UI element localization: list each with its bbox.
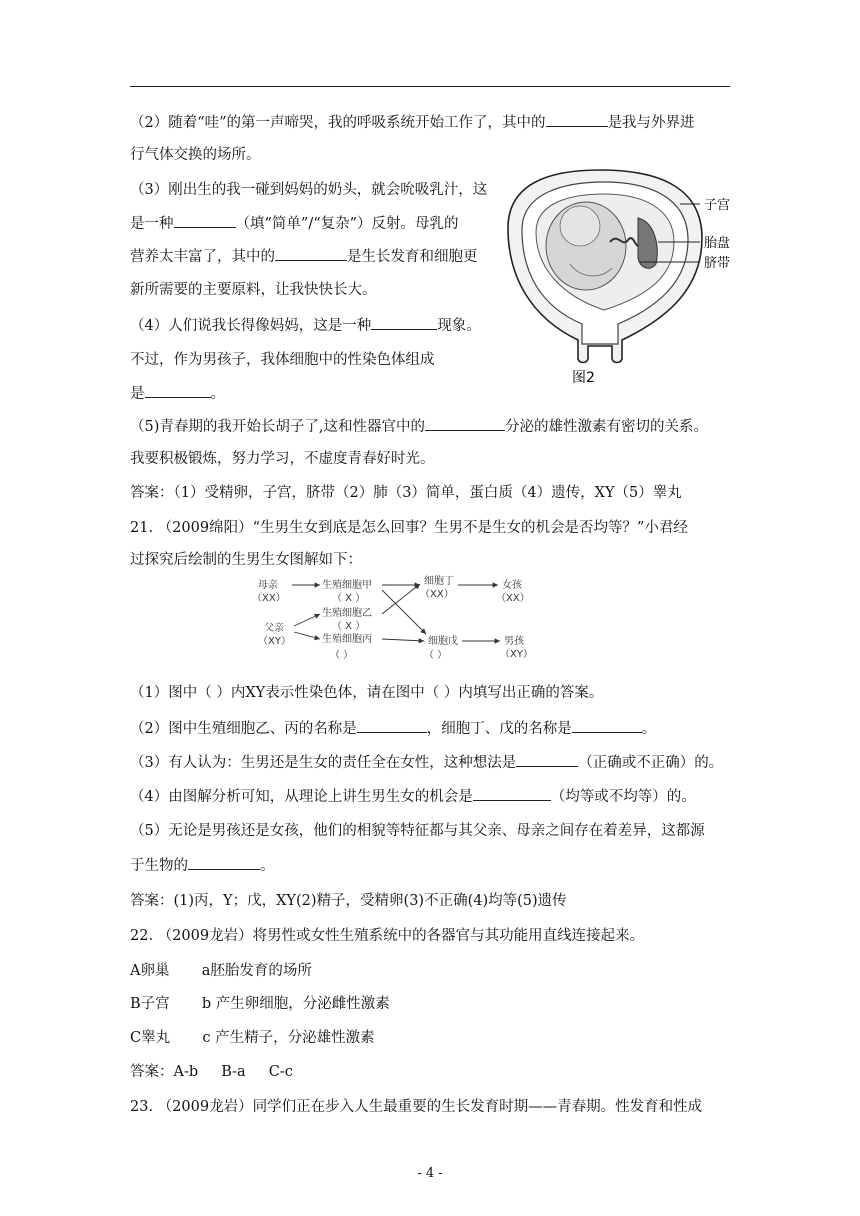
label-umbilical-cord: 脐带 — [704, 256, 730, 271]
q22-item-a: A卵巢 a胚胎发育的场所 — [130, 963, 312, 979]
answer-blank — [188, 855, 260, 870]
q20-part2-line2: 行气体交换的场所。 — [130, 147, 261, 163]
answer-blank — [275, 246, 347, 261]
q21-answer: 答案：(1)丙，Y；戊，XY(2)精子，受精卵(3)不正确(4)均等(5)遗传 — [130, 893, 567, 909]
arrow-father-yi — [294, 614, 320, 626]
uterus-figure — [500, 168, 730, 390]
q20-part5-line2: 我要积极锻炼，努力学习，不虚度青春好时光。 — [130, 451, 435, 467]
node-cell-wu: 细胞戊 — [428, 636, 458, 647]
node-cell-bing: 生殖细胞丙 — [322, 634, 372, 645]
arrow-father-bing — [294, 632, 320, 639]
answer-blank — [516, 752, 578, 767]
q21-stem-line2: 过探究后绘制的生男生女图解如下： — [130, 552, 362, 568]
node-cell-yi: 生殖细胞乙 — [322, 608, 372, 619]
answer-blank — [473, 786, 551, 801]
answer-blank — [546, 112, 608, 127]
node-cell-jia-x: （ X ） — [332, 593, 366, 604]
node-cell-yi-x: （ X ） — [332, 621, 366, 632]
q21-part5-line2: 于生物的 。 — [130, 855, 275, 876]
figure-caption: 图2 — [572, 370, 595, 386]
q21-part5-line1: （5）无论是男孩还是女孩，他们的相貌等特征都与其父亲、母亲之间存在着差异，这都源 — [130, 823, 705, 839]
q20-part3-line3: 营养太丰富了，其中的 是生长发育和细胞更 — [130, 246, 478, 267]
q21-part1: （1）图中（ ）内XY表示性染色体，请在图中（ ）内填写出正确的答案。 — [130, 685, 604, 701]
answer-blank — [425, 416, 505, 431]
q20-part3-line1: （3）刚出生的我一碰到妈妈的奶头，就会吮吸乳汁，这 — [130, 182, 488, 198]
answer-blank — [357, 718, 427, 733]
q20-part3-line4: 新所需要的主要原料，让我快快长大。 — [130, 282, 377, 298]
q21-stem-line1: 21. （2009绵阳）“生男生女到底是怎么回事？生男不是生女的机会是否均等？”小君经 — [130, 520, 688, 536]
q23-stem: 23. （2009龙岩）同学们正在步入人生最重要的生长发育时期——青春期。性发育和性成 — [130, 1099, 703, 1115]
sex-determination-diagram — [250, 574, 550, 666]
q20-part5-line1: （5)青春期的我开始长胡子了,这和性器官中的 分泌的雄性激素有密切的关系。 — [130, 416, 708, 437]
q20-part4-line3: 是 。 — [130, 383, 225, 404]
arrow-bing-wu — [382, 639, 424, 641]
node-mother: 母亲 — [258, 580, 278, 591]
node-cell-ding: 细胞丁 — [424, 576, 454, 587]
q22-item-b: B子宫 b 产生卵细胞，分泌雌性激素 — [130, 996, 390, 1012]
answer-blank — [572, 718, 642, 733]
node-girl: 女孩 — [502, 580, 522, 591]
node-mother-xx: （XX） — [252, 593, 286, 604]
node-boy: 男孩 — [504, 636, 524, 647]
label-placenta: 胎盘 — [704, 236, 730, 251]
header-rule — [130, 86, 730, 87]
q21-part3: （3）有人认为：生男还是生女的责任全在女性，这种想法是 （正确或不正确）的。 — [130, 752, 723, 773]
q22-stem: 22. （2009龙岩）将男性或女性生殖系统中的各器官与其功能用直线连接起来。 — [130, 928, 645, 944]
q21-part2: （2）图中生殖细胞乙、丙的名称是 ，细胞丁、戊的名称是 。 — [130, 718, 656, 739]
q22-answer: 答案：A-b B-a C-c — [130, 1064, 293, 1080]
node-cell-jia: 生殖细胞甲 — [322, 580, 372, 591]
node-girl-xx: （XX） — [496, 593, 530, 604]
q21-part4: （4）由图解分析可知，从理论上讲生男生女的机会是 （均等或不均等）的。 — [130, 786, 696, 807]
node-father: 父亲 — [264, 623, 284, 634]
answer-blank — [371, 315, 437, 330]
q20-part4-line1: （4）人们说我长得像妈妈，这是一种 现象。 — [130, 315, 481, 336]
node-cell-bing-blank: （ ） — [330, 650, 354, 661]
node-cell-wu-blank: （ ） — [424, 650, 448, 661]
q20-part2-line1: （2）随着“哇”的第一声啼哭，我的呼吸系统开始工作了，其中的 是我与外界进 — [130, 112, 695, 133]
node-boy-xy: （XY） — [500, 649, 533, 660]
q22-item-c: C睾丸 c 产生精子，分泌雄性激素 — [130, 1030, 375, 1046]
page-number: - 4 - — [417, 1166, 443, 1181]
q20-answer: 答案：（1）受精卵，子宫，脐带（2）肺（3）简单，蛋白质（4）遗传，XY（5）睾丸 — [130, 485, 682, 501]
node-father-xy: （XY） — [258, 636, 291, 647]
answer-blank — [145, 383, 211, 398]
q20-part3-line2: 是一种 （填“简单”/“复杂”）反射。母乳的 — [130, 213, 459, 234]
answer-blank — [174, 213, 236, 228]
node-cell-ding-xx: （XX） — [420, 589, 454, 600]
q20-part4-line2: 不过，作为男孩子，我体细胞中的性染色体组成 — [130, 352, 435, 368]
label-uterus: 子宫 — [704, 198, 730, 213]
